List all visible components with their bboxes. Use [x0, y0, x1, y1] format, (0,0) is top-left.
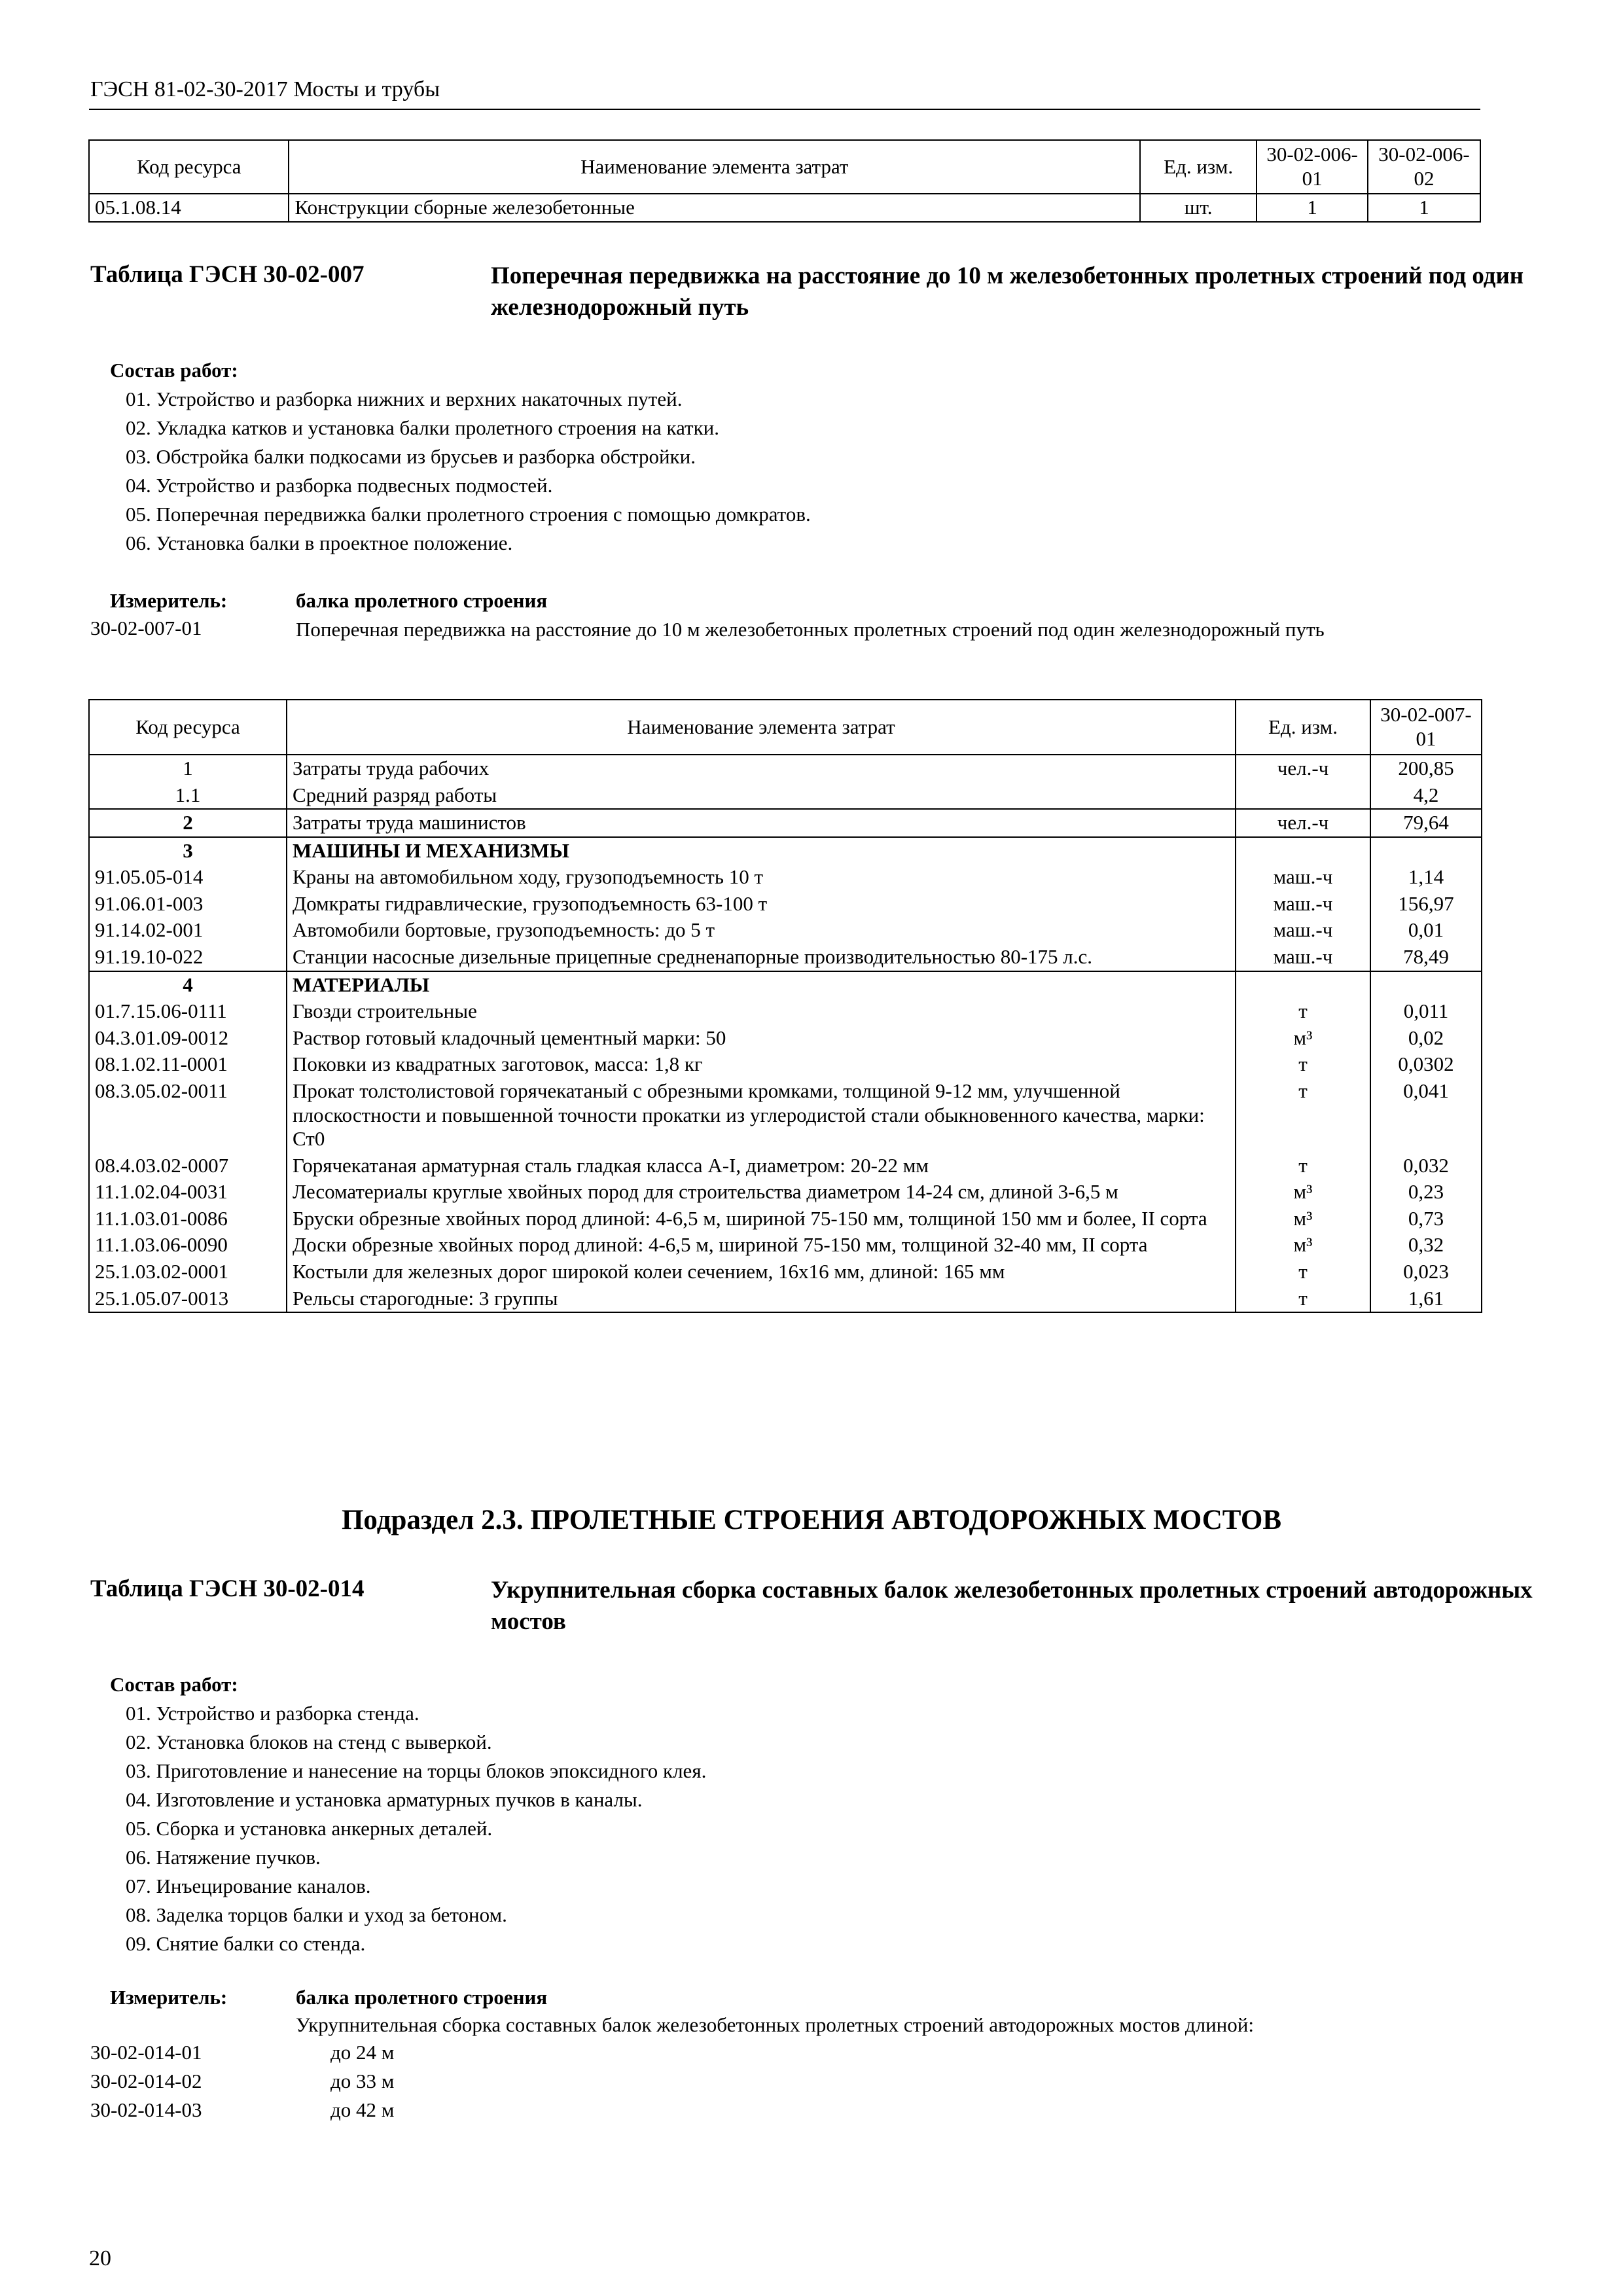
work-item: 06. Установка балки в проектное положение.: [126, 531, 513, 554]
table-row: [89, 1153, 1482, 1179]
cell-code: 05.1.08.14: [89, 194, 289, 222]
cell-value: 1: [1257, 194, 1368, 222]
cell-value: [1370, 971, 1482, 999]
table-row: [89, 837, 1482, 865]
table-row: [89, 1078, 1482, 1153]
col-header-006-01: 30-02-006-01: [1257, 140, 1368, 194]
cell-unit: чел.-ч: [1236, 809, 1370, 837]
item-code: 30-02-014-03: [90, 2098, 202, 2121]
measure-value: балка пролетного строения: [296, 1986, 548, 2009]
cell-value: 0,73: [1370, 1206, 1482, 1232]
page-number: 20: [89, 2246, 111, 2270]
cell-name: Средний разряд работы: [287, 782, 1236, 810]
cell-unit: т: [1236, 1153, 1370, 1179]
cell-code: 91.19.10-022: [89, 944, 287, 971]
cell-code: 11.1.03.06-0090: [89, 1232, 287, 1259]
col-header-name: Наименование элемента затрат: [289, 140, 1140, 194]
table-row: [89, 809, 1482, 837]
cell-unit: маш.-ч: [1236, 864, 1370, 891]
cell-name: Прокат толстолистовой горячекатаный с обрезными кромками, толщиной 9-12 мм, улучшенной плоскостности и повышенной точности прокатки из углеродистой стали обыкновенного качества, марки: Ст0: [287, 1078, 1236, 1153]
table-row: [89, 755, 1482, 782]
cell-name: Поковки из квадратных заготовок, масса: 1,8 кг: [287, 1051, 1236, 1078]
cell-code: 91.06.01-003: [89, 891, 287, 918]
cell-unit: м³: [1236, 1025, 1370, 1052]
item-code: 30-02-014-01: [90, 2041, 202, 2064]
cell-unit: чел.-ч: [1236, 755, 1370, 782]
col-header-code: Код ресурса: [89, 700, 287, 755]
cell-value: 79,64: [1370, 809, 1482, 837]
works-list: [126, 1699, 706, 1958]
cell-value: 0,02: [1370, 1025, 1482, 1052]
cell-name: Лесоматериалы круглые хвойных пород для строительства диаметром 14-24 см, длиной 3-6,5 м: [287, 1179, 1236, 1206]
cell-name: Конструкции сборные железобетонные: [289, 194, 1140, 222]
table-row: [89, 917, 1482, 944]
work-item: 04. Изготовление и установка арматурных пучков в каналы.: [126, 1788, 643, 1811]
cell-unit: т: [1236, 1051, 1370, 1078]
cell-code: 11.1.02.04-0031: [89, 1179, 287, 1206]
table-row: [89, 944, 1482, 971]
cell-value: 0,023: [1370, 1259, 1482, 1285]
cell-name: Горячекатаная арматурная сталь гладкая класса А-I, диаметром: 20-22 мм: [287, 1153, 1236, 1179]
cell-unit: [1236, 837, 1370, 865]
cell-code: 1: [89, 755, 287, 782]
table-row: [89, 971, 1482, 999]
cell-name: Раствор готовый кладочный цементный марки: 50: [287, 1025, 1236, 1052]
work-item: 07. Инъецирование каналов.: [126, 1874, 371, 1897]
cell-unit: шт.: [1140, 194, 1257, 222]
cell-value: 1: [1368, 194, 1480, 222]
cell-name: Костыли для железных дорог широкой колеи сечением, 16х16 мм, длиной: 165 мм: [287, 1259, 1236, 1285]
cell-unit: т: [1236, 998, 1370, 1025]
table-row: [89, 1025, 1482, 1052]
cell-name: Бруски обрезные хвойных пород длиной: 4-6,5 м, шириной 75-150 мм, толщиной 150 мм и более, II сорта: [287, 1206, 1236, 1232]
table-row: [89, 1232, 1482, 1259]
item-text: до 24 м: [330, 2041, 395, 2064]
table-label: Таблица ГЭСН 30-02-014: [90, 1575, 365, 1602]
cell-name: Домкраты гидравлические, грузоподъемность 63-100 т: [287, 891, 1236, 918]
cell-value: 4,2: [1370, 782, 1482, 810]
subsection-heading: Подраздел 2.3. ПРОЛЕТНЫЕ СТРОЕНИЯ АВТОДОРОЖНЫХ МОСТОВ: [341, 1505, 1282, 1535]
cell-unit: т: [1236, 1259, 1370, 1285]
cell-code: 25.1.03.02-0001: [89, 1259, 287, 1285]
works-heading: Состав работ:: [110, 359, 238, 382]
cell-value: [1370, 837, 1482, 865]
cell-name: Рельсы старогодные: 3 группы: [287, 1285, 1236, 1313]
cell-name: Затраты труда машинистов: [287, 809, 1236, 837]
cell-value: 0,032: [1370, 1153, 1482, 1179]
cell-unit: т: [1236, 1078, 1370, 1153]
item-text: Поперечная передвижка на расстояние до 10 м железобетонных пролетных строений под один железнодорожный путь: [296, 618, 1325, 641]
cell-code: 11.1.03.01-0086: [89, 1206, 287, 1232]
cell-value: 0,32: [1370, 1232, 1482, 1259]
work-item: 03. Обстройка балки подкосами из брусьев и разборка обстройки.: [126, 445, 696, 468]
cell-code: 91.05.05-014: [89, 864, 287, 891]
measure-intro: Укрупнительная сборка составных балок железобетонных пролетных строений автодорожных мостов длиной:: [296, 2013, 1254, 2036]
table-row: [89, 782, 1482, 810]
work-item: 05. Сборка и установка анкерных деталей.: [126, 1817, 493, 1840]
cell-name: Доски обрезные хвойных пород длиной: 4-6,5 м, шириной 75-150 мм, толщиной 32-40 мм, II сорта: [287, 1232, 1236, 1259]
cell-name: Станции насосные дизельные прицепные средненапорные производительностью 80-175 л.с.: [287, 944, 1236, 971]
work-item: 06. Натяжение пучков.: [126, 1846, 321, 1869]
cell-code: 08.1.02.11-0001: [89, 1051, 287, 1078]
table-title-014: [90, 1575, 1533, 1647]
cell-unit: м³: [1236, 1179, 1370, 1206]
item-text: до 42 м: [330, 2098, 395, 2121]
work-item: 02. Установка блоков на стенд с выверкой.: [126, 1731, 492, 1753]
resource-table-006: [88, 139, 1481, 223]
header-divider: [89, 109, 1480, 110]
measure-label: Измеритель:: [110, 589, 228, 612]
measure-value: балка пролетного строения: [296, 589, 548, 612]
resource-table-007: [88, 699, 1482, 1313]
table-row: [89, 1259, 1482, 1285]
col-header-007-01: 30-02-007-01: [1370, 700, 1482, 755]
work-item: 09. Снятие балки со стенда.: [126, 1932, 366, 1955]
cell-code: 3: [89, 837, 287, 865]
cell-unit: [1236, 971, 1370, 999]
item-code: 30-02-014-02: [90, 2070, 202, 2092]
table-title-007: [90, 260, 1530, 332]
cell-code: 4: [89, 971, 287, 999]
cell-value: 156,97: [1370, 891, 1482, 918]
cell-code: 08.4.03.02-0007: [89, 1153, 287, 1179]
table-caption: Поперечная передвижка на расстояние до 10 м железобетонных пролетных строений под один железнодорожный путь: [491, 262, 1524, 321]
work-item: 04. Устройство и разборка подвесных подмостей.: [126, 474, 553, 497]
cell-unit: м³: [1236, 1206, 1370, 1232]
cell-unit: т: [1236, 1285, 1370, 1313]
table-row: [89, 1285, 1482, 1313]
section-heading: МАШИНЫ И МЕХАНИЗМЫ: [287, 837, 1236, 865]
table-caption: Укрупнительная сборка составных балок железобетонных пролетных строений автодорожных мостов: [491, 1577, 1533, 1636]
cell-value: 78,49: [1370, 944, 1482, 971]
col-header-unit: Ед. изм.: [1236, 700, 1370, 755]
cell-code: 1.1: [89, 782, 287, 810]
cell-code: 01.7.15.06-0111: [89, 998, 287, 1025]
table-row: [89, 864, 1482, 891]
cell-code: 08.3.05.02-0011: [89, 1078, 287, 1153]
cell-unit: [1236, 782, 1370, 810]
cell-value: 1,14: [1370, 864, 1482, 891]
cell-value: 0,01: [1370, 917, 1482, 944]
work-item: 05. Поперечная передвижка балки пролетного строения с помощью домкратов.: [126, 503, 811, 526]
section-heading: МАТЕРИАЛЫ: [287, 971, 1236, 999]
work-item: 03. Приготовление и нанесение на торцы блоков эпоксидного клея.: [126, 1759, 707, 1782]
table-row: [89, 1206, 1482, 1232]
cell-name: Затраты труда рабочих: [287, 755, 1236, 782]
table-row: [89, 891, 1482, 918]
cell-unit: м³: [1236, 1232, 1370, 1259]
col-header-code: Код ресурса: [89, 140, 289, 194]
work-item: 02. Укладка катков и установка балки пролетного строения на катки.: [126, 416, 719, 439]
cell-value: 1,61: [1370, 1285, 1482, 1313]
item-code: 30-02-007-01: [90, 617, 202, 639]
cell-name: Автомобили бортовые, грузоподъемность: до 5 т: [287, 917, 1236, 944]
col-header-unit: Ед. изм.: [1140, 140, 1257, 194]
cell-value: 0,23: [1370, 1179, 1482, 1206]
table-row: [89, 1051, 1482, 1078]
col-header-006-02: 30-02-006-02: [1368, 140, 1480, 194]
cell-unit: маш.-ч: [1236, 917, 1370, 944]
running-header: ГЭСН 81-02-30-2017 Мосты и трубы: [90, 77, 440, 101]
cell-code: 91.14.02-001: [89, 917, 287, 944]
cell-name: Краны на автомобильном ходу, грузоподъемность 10 т: [287, 864, 1236, 891]
measure-label: Измеритель:: [110, 1986, 228, 2009]
cell-code: 2: [89, 809, 287, 837]
item-text: до 33 м: [330, 2070, 395, 2092]
works-heading: Состав работ:: [110, 1673, 238, 1696]
cell-value: 200,85: [1370, 755, 1482, 782]
cell-unit: маш.-ч: [1236, 891, 1370, 918]
cell-value: 0,011: [1370, 998, 1482, 1025]
cell-value: 0,0302: [1370, 1051, 1482, 1078]
works-list: [126, 385, 811, 558]
table-row: [89, 998, 1482, 1025]
col-header-name: Наименование элемента затрат: [287, 700, 1236, 755]
work-item: 01. Устройство и разборка стенда.: [126, 1702, 419, 1725]
cell-code: 04.3.01.09-0012: [89, 1025, 287, 1052]
cell-code: 25.1.05.07-0013: [89, 1285, 287, 1313]
table-label: Таблица ГЭСН 30-02-007: [90, 261, 365, 288]
cell-unit: маш.-ч: [1236, 944, 1370, 971]
work-item: 01. Устройство и разборка нижних и верхних накаточных путей.: [126, 387, 683, 410]
work-item: 08. Заделка торцов балки и уход за бетоном.: [126, 1903, 507, 1926]
table-row: [89, 1179, 1482, 1206]
cell-value: 0,041: [1370, 1078, 1482, 1153]
cell-name: Гвозди строительные: [287, 998, 1236, 1025]
